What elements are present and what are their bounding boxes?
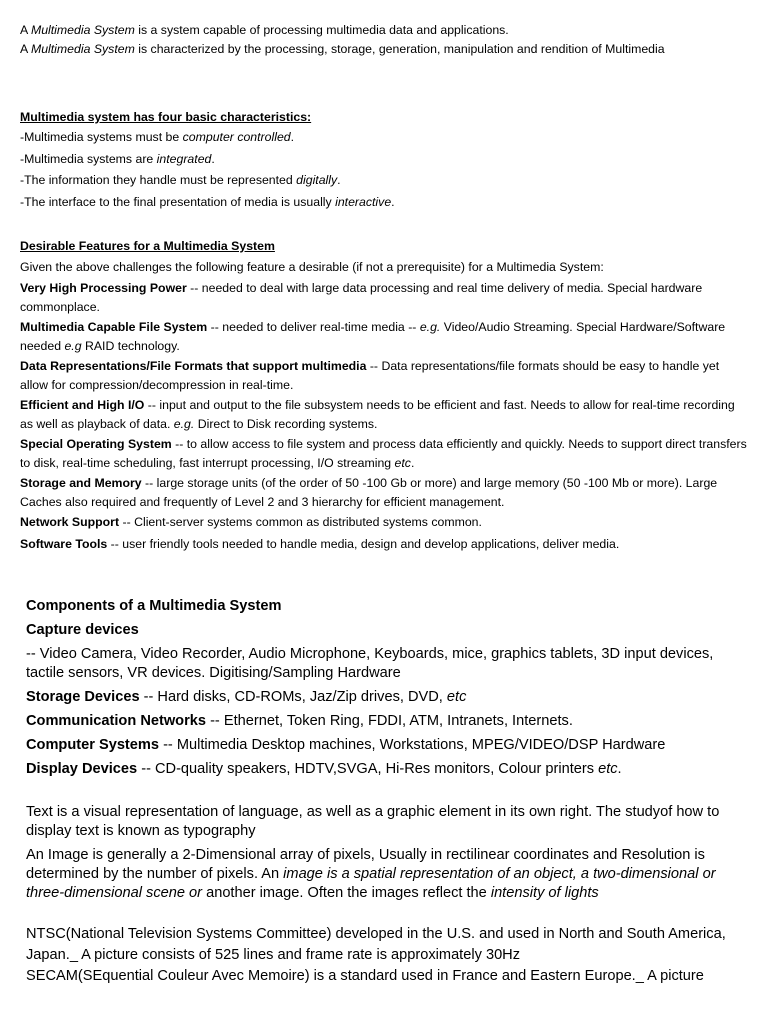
feature-term: Data Representations/File Formats that support multimedia (20, 359, 367, 373)
feature-item (20, 513, 748, 532)
component-text: -- Multimedia Desktop machines, Workstations, MPEG/VIDEO/DSP Hardware (159, 737, 666, 753)
component-text: -- CD-quality speakers, HDTV,SVGA, Hi-Res monitors, Colour printers (137, 761, 599, 777)
feature-text: Video/Audio Streaming. Special Hardware/Software needed (20, 320, 726, 353)
component-term: Communication Networks (26, 713, 207, 729)
feature-term: Storage and Memory (20, 476, 142, 490)
emphasis: image is a spatial representation of an object, a two-dimensional or three-dimensional scene or (26, 866, 716, 901)
emphasis: Multimedia System (30, 41, 135, 56)
features-heading: Desirable Features for a Multimedia System (20, 239, 275, 253)
storage-devices (26, 688, 754, 707)
image-paragraph (26, 846, 754, 903)
feature-item (20, 535, 748, 554)
components-heading: Components of a Multimedia System (26, 598, 282, 614)
intro-line-1 (20, 21, 748, 40)
emphasis: digitally (296, 173, 338, 187)
capture-devices-label: Capture devices (26, 622, 139, 638)
components-section (26, 597, 754, 987)
component-term: Computer Systems (26, 737, 160, 753)
text: A (20, 41, 31, 56)
characteristics-heading: Multimedia system has four basic characteristics: (20, 110, 312, 124)
emphasis: e.g. (419, 320, 441, 334)
emphasis: etc (598, 761, 618, 777)
emphasis: etc (446, 689, 467, 705)
text-paragraph: Text is a visual representation of language, as well as a graphic element in its own right. The studyof how to display text is known as typography (26, 804, 720, 839)
text: -The information they handle must be represented (20, 173, 297, 187)
feature-item (20, 474, 748, 512)
feature-item (20, 318, 748, 356)
feature-term: Multimedia Capable File System (20, 320, 208, 334)
secam-paragraph: SECAM(SEquential Couleur Avec Memoire) is a standard used in France and Eastern Europe._ A picture (26, 968, 704, 984)
feature-term: Efficient and High I/O (20, 398, 145, 412)
feature-text: -- Client-server systems common as distributed systems common. (119, 515, 482, 529)
text: is a system capable of processing multimedia data and applications. (134, 23, 509, 37)
feature-text: . (410, 456, 415, 470)
component-term: Storage Devices (26, 689, 140, 705)
capture-devices-text: -- Video Camera, Video Recorder, Audio Microphone, Keyboards, mice, graphics tablets, 3D input devices, tactile sensors, VR devices. Digitising/Sampling Hardware (26, 646, 714, 681)
characteristic-item (20, 170, 748, 192)
emphasis: e.g (64, 339, 82, 353)
feature-text: -- needed to deal with large data processing and real time delivery of media. Special hardware commonplace. (20, 281, 703, 314)
feature-text: Direct to Disk recording systems. (194, 417, 378, 431)
features-intro: Given the above challenges the following feature a desirable (if not a prerequisite) for a Multimedia System: (20, 260, 604, 274)
feature-item (20, 396, 748, 434)
display-devices (26, 760, 754, 779)
emphasis: e.g. (173, 417, 195, 431)
text: An Image is generally a 2-Dimensional array of pixels, Usually in rectilinear coordinates and Resolution is determined by the number of pixels. An (26, 847, 705, 882)
text: . (391, 194, 395, 209)
intro-section (20, 21, 748, 58)
text: -The interface to the final presentation of media is usually (20, 194, 336, 209)
emphasis: integrated (156, 151, 212, 166)
feature-item (20, 435, 748, 473)
component-text: -- Hard disks, CD-ROMs, Jaz/Zip drives, DVD, (139, 689, 447, 705)
feature-term: Very High Processing Power (20, 281, 187, 295)
text: A (20, 23, 31, 37)
characteristic-item (20, 127, 748, 149)
feature-text: -- large storage units (of the order of 50 -100 Gb or more) and large memory (50 -100 Mb or more). Large Caches also required and frequently of Level 2 and 3 hierarchy for efficient management. (20, 476, 718, 509)
text: -Multimedia systems must be (20, 130, 183, 144)
feature-item (20, 279, 748, 317)
computer-systems (26, 736, 754, 755)
feature-text: -- user friendly tools needed to handle media, design and develop applications, deliver media. (107, 537, 620, 551)
component-text: -- Ethernet, Token Ring, FDDI, ATM, Intranets, Internets. (206, 713, 573, 729)
feature-term: Software Tools (20, 537, 108, 551)
emphasis: etc (394, 456, 411, 470)
feature-text: RAID technology. (81, 339, 180, 353)
feature-term: Special Operating System (20, 437, 172, 451)
feature-item (20, 357, 748, 395)
emphasis: computer controlled (182, 130, 291, 144)
text: -Multimedia systems are (20, 151, 157, 166)
feature-text: -- Data representations/file formats should be easy to handle yet allow for compression/decompression in real-time. (20, 359, 720, 392)
feature-term: Network Support (20, 515, 120, 529)
emphasis: Multimedia System (30, 23, 135, 37)
text: . (337, 173, 341, 187)
feature-text: -- needed to deliver real-time media -- (207, 320, 420, 334)
text: . (211, 151, 215, 166)
characteristic-item (20, 192, 748, 214)
intro-line-2 (20, 40, 748, 59)
text: . (290, 130, 295, 144)
characteristic-item (20, 149, 748, 171)
feature-text: -- to allow access to file system and process data efficiently and quickly. Needs to support direct transfers to disk, real-time scheduling, fast interrupt processing, I/O streaming (20, 437, 747, 470)
communication-networks (26, 712, 754, 731)
emphasis: interactive (335, 194, 392, 209)
text: is characterized by the processing, storage, generation, manipulation and rendition of Multimedia (134, 41, 665, 56)
emphasis: intensity of lights (490, 885, 599, 901)
features-section (20, 236, 748, 554)
component-term: Display Devices (26, 761, 138, 777)
characteristics-section (20, 107, 748, 213)
component-text: . (617, 761, 622, 777)
ntsc-paragraph: NTSC(National Television Systems Committee) developed in the U.S. and used in North and South America, Japan._ A picture consists of 525 lines and frame rate is approximately 30Hz (26, 926, 726, 963)
feature-text: -- input and output to the file subsystem needs to be efficient and fast. Needs to allow for real-time recording as well as playback of data. (20, 398, 735, 431)
text: another image. Often the images reflect the (202, 885, 491, 901)
